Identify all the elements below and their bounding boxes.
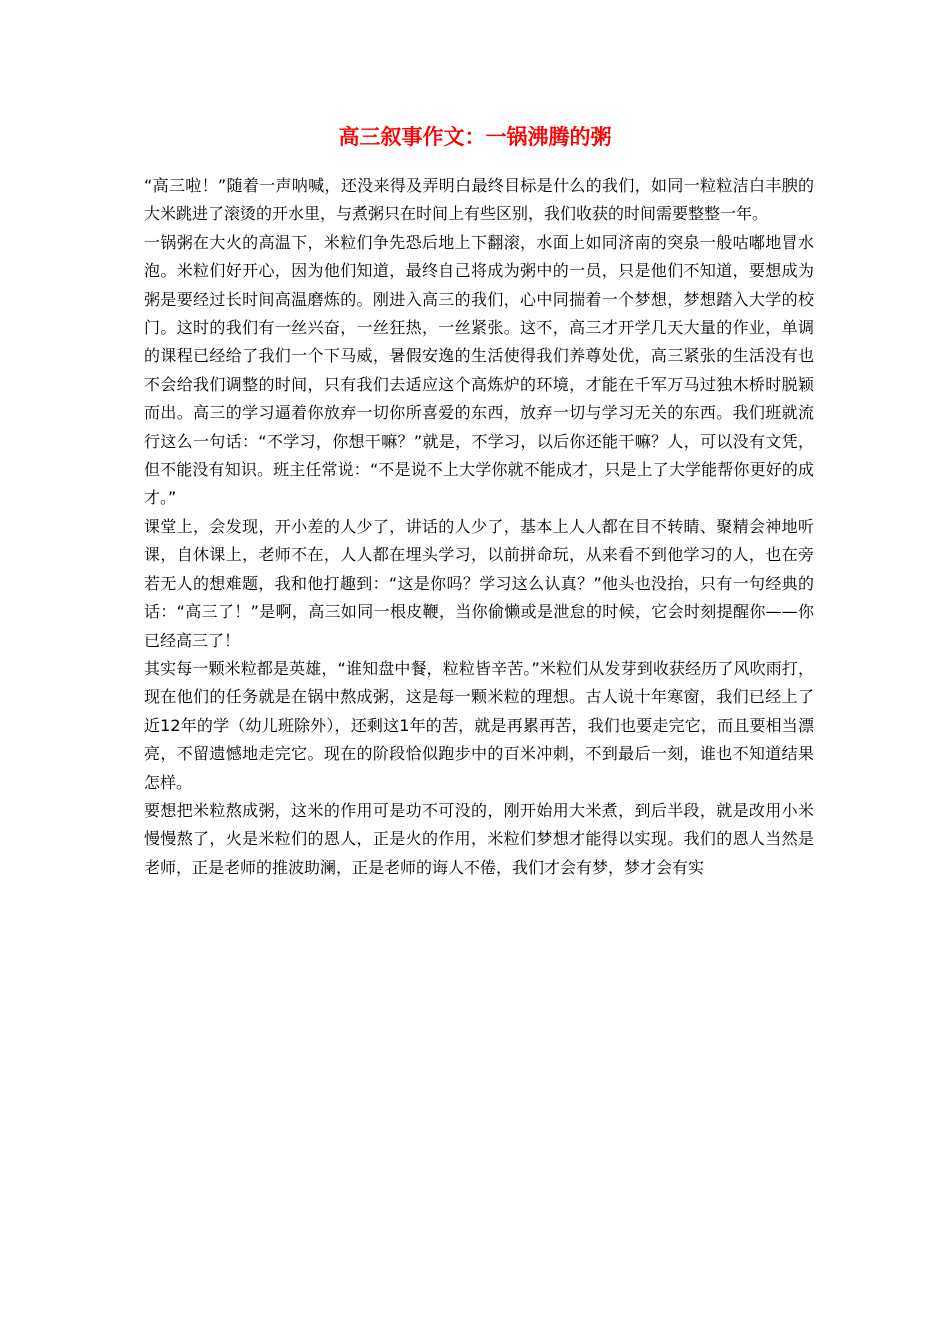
paragraph-1: “高三啦！”随着一声呐喊，还没来得及弄明白最终目标是什么的我们，如同一粒粒洁白丰腴的大米跳进了滚烫的开水里，与煮粥只在时间上有些区别，我们收获的时间需要整整一年。 xyxy=(144,176,814,224)
paragraph-5: 要想把米粒熬成粥，这米的作用可是功不可没的，刚开始用大米煮，到后半段，就是改用小米慢慢熬了，火是米粒们的恩人，正是火的作用，米粒们梦想才能得以实现。我们的恩人当然是老师，正是老师的推波助澜，正是老师的诲人不倦，我们才会有梦，梦才会有实 xyxy=(144,800,814,877)
paragraph-4: 其实每一颗米粒都是英雄，“谁知盘中餐，粒粒皆辛苦。”米粒们从发芽到收获经历了风吹雨打，现在他们的任务就是在锅中熬成粥，这是每一颗米粒的理想。古人说十年寒窗，我们已经上了近12年的学（幼儿班除外），还剩这1年的苦，就是再累再苦，我们也要走完它，而且要相当漂亮，不留遗憾地走完它。现在的阶段恰似跑步中的百米冲刺，不到最后一刻，谁也不知道结果怎样。 xyxy=(144,658,814,792)
paragraph-3: 课堂上，会发现，开小差的人少了，讲话的人少了，基本上人人都在目不转睛、聚精会神地听课，自休课上，老师不在，人人都在埋头学习，以前拼命玩，从来看不到他学习的人，也在旁若无人的想难题，我和他打趣到：“这是你吗？学习这么认真？”他头也没抬，只有一句经典的话：“高三了！”是啊，高三如同一根皮鞭，当你偷懒或是泄怠的时候，它会时刻提醒你——你已经高三了！ xyxy=(144,516,814,650)
document-body xyxy=(144,172,814,882)
paragraph-2: 一锅粥在大火的高温下，米粒们争先恐后地上下翻滚，水面上如同济南的突泉一般咕嘟地冒水泡。米粒们好开心，因为他们知道，最终自己将成为粥中的一员，只是他们不知道，要想成为粥是要经过长时间高温磨炼的。刚进入高三的我们，心中同揣着一个梦想，梦想踏入大学的校门。这时的我们有一丝兴奋，一丝狂热，一丝紧张。这不，高三才开学几天大量的作业，单调的课程已经给了我们一个下马威，暑假安逸的生活使得我们养尊处优，高三紧张的生活没有也不会给我们调整的时间，只有我们去适应这个高炼炉的环境，才能在千军万马过独木桥时脱颖而出。高三的学习逼着你放弃一切你所喜爱的东西，放弃一切与学习无关的东西。我们班就流行这么一句话：“不学习，你想干嘛？”就是，不学习，以后你还能干嘛？人，可以没有文凭，但不能没有知识。班主任常说：“不是说不上大学你就不能成才，只是上了大学能帮你更好的成才。” xyxy=(144,232,814,508)
document-title: 高三叙事作文：一锅沸腾的粥 xyxy=(338,125,612,149)
